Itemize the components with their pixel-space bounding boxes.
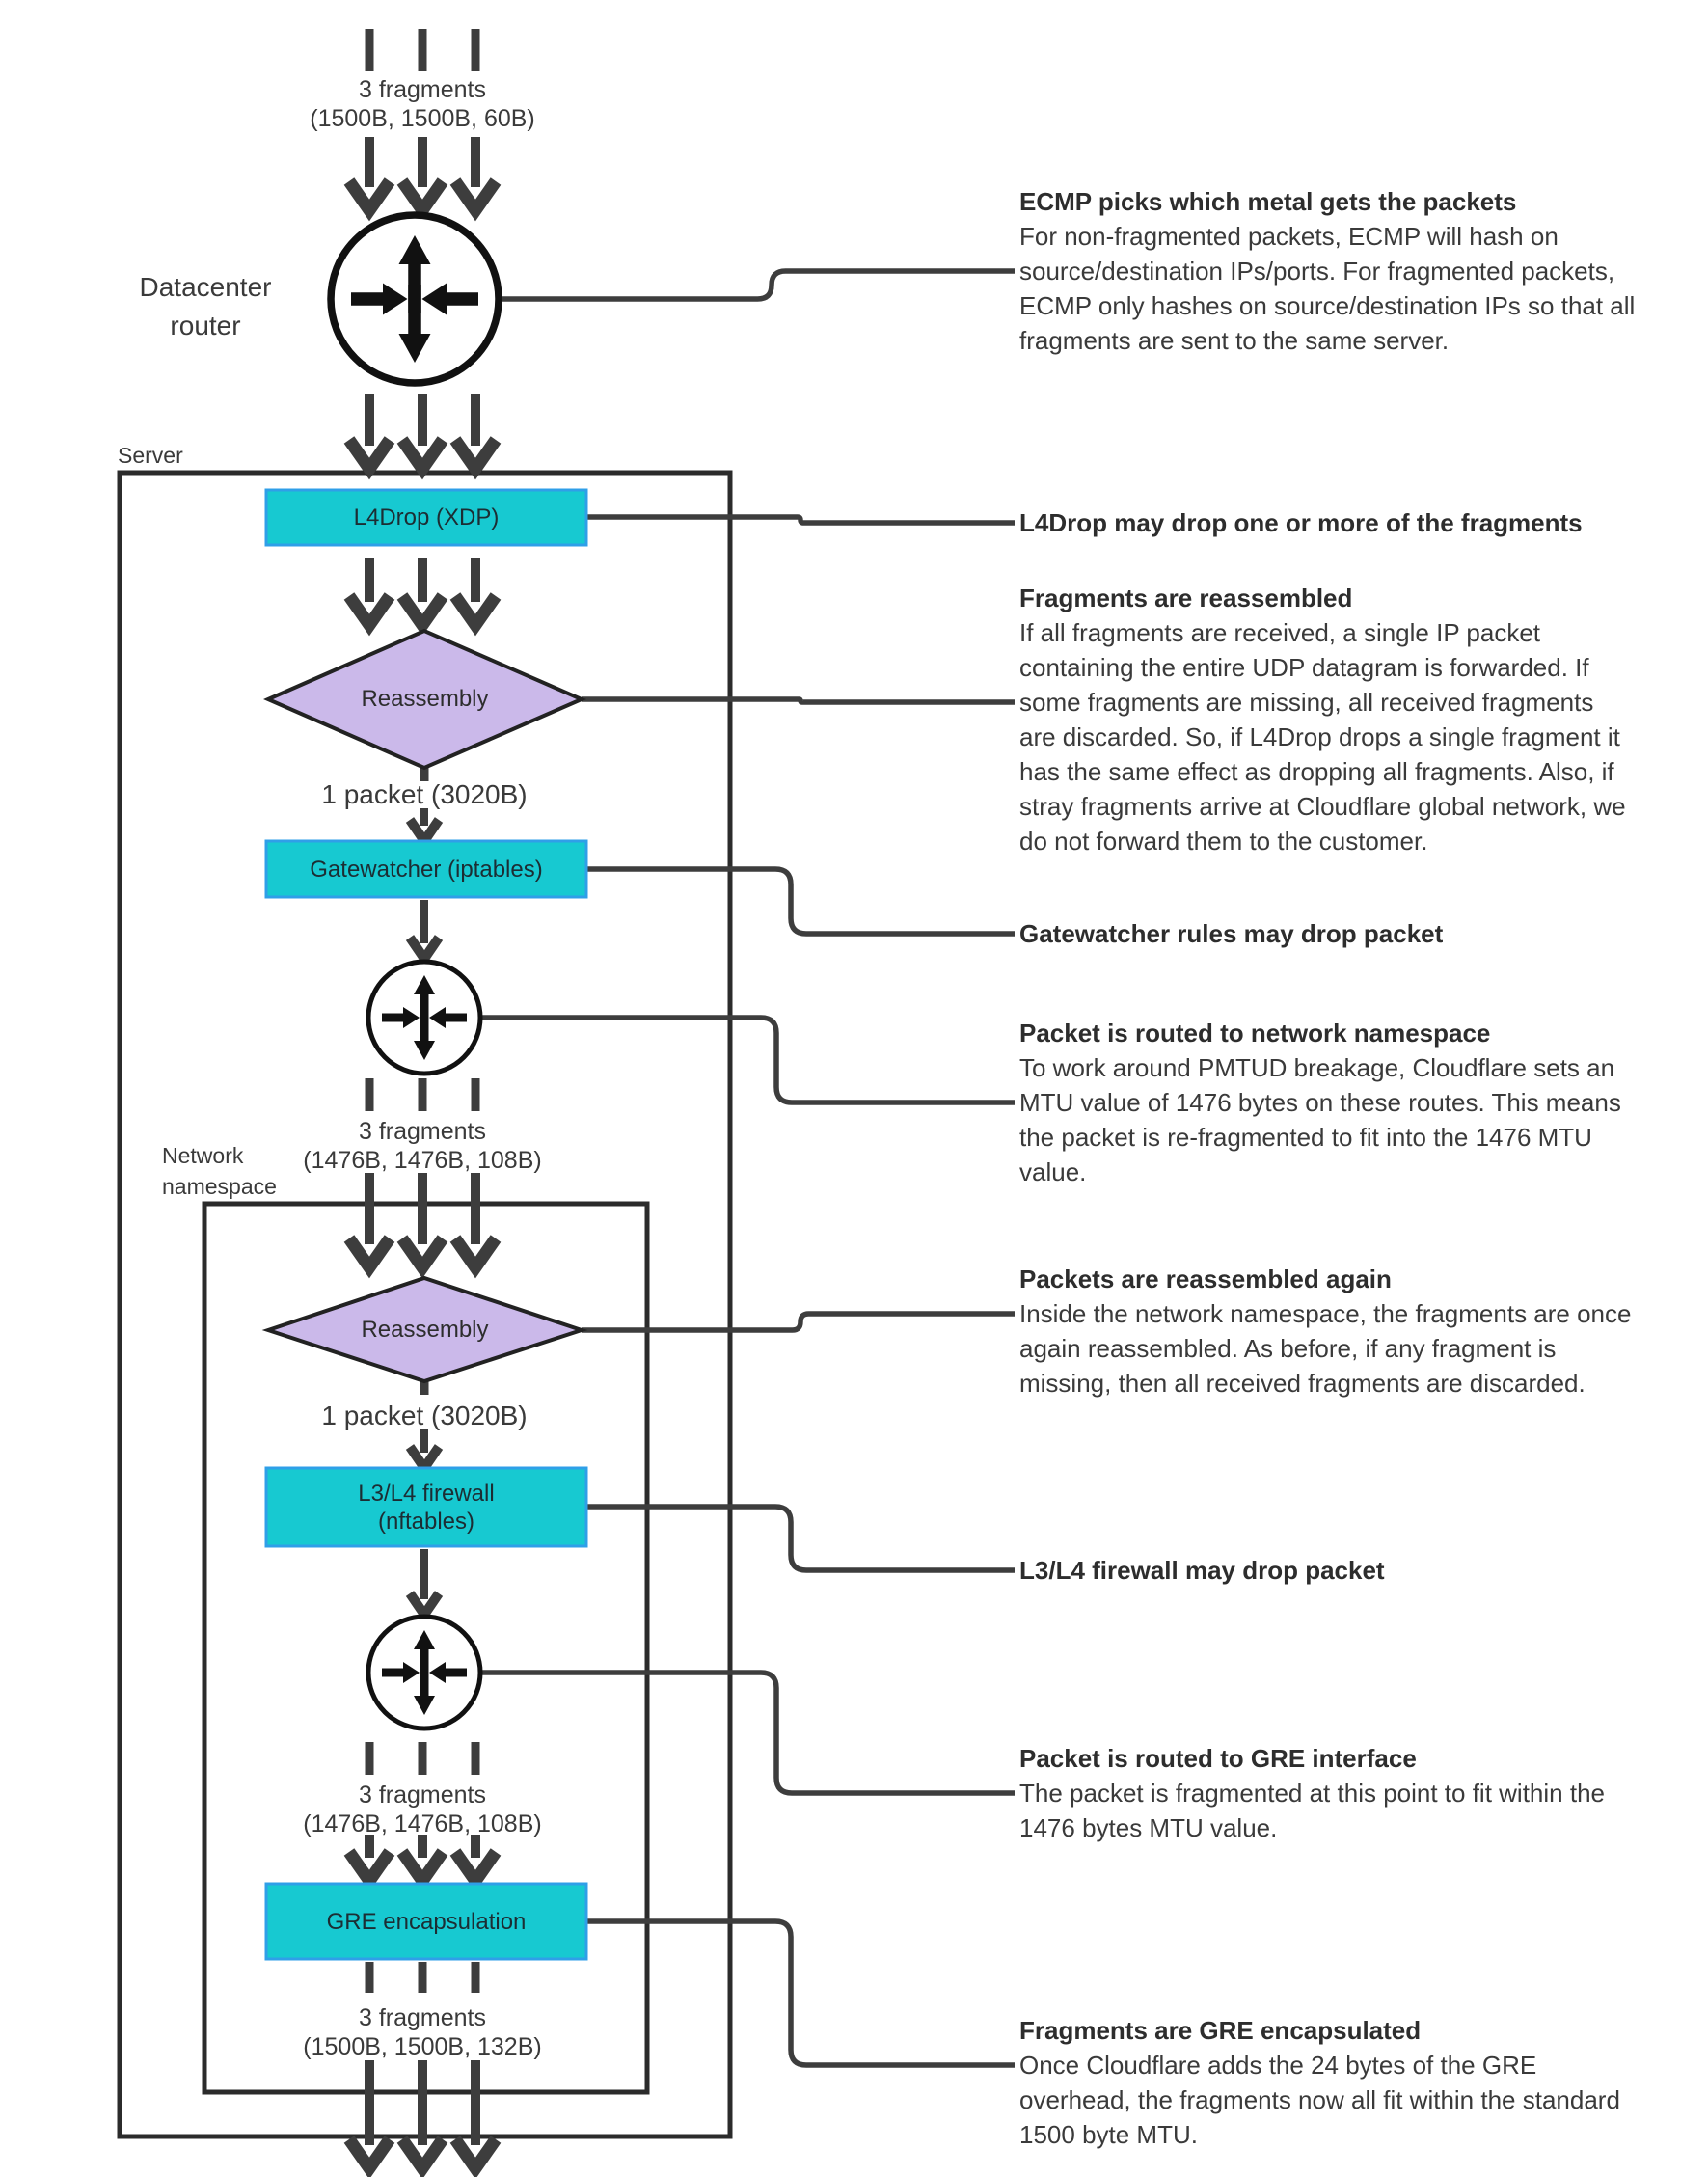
connector-l4drop [586,517,1015,523]
annotation-heading: L4Drop may drop one or more of the fragments [1019,508,1583,537]
annotation-heading: Packet is routed to GRE interface [1019,1744,1417,1773]
annotation-line: fragments are sent to the same server. [1019,326,1450,355]
annotation-line: MTU value of 1476 bytes on these routes. This means [1019,1088,1621,1117]
annotation-heading: Fragments are GRE encapsulated [1019,2016,1422,2045]
connector-gre [586,1921,1015,2065]
datacenter-router-label: Datacenter router [139,272,272,340]
arrows-l4drop-to-reassembly [349,558,496,625]
annotation-line: stray fragments arrive at Cloudflare global network, we [1019,792,1626,821]
arrows-into-namespace [349,1173,496,1267]
annotation-line: the packet is re-fragmented to fit into the 1476 MTU [1019,1123,1592,1152]
l4drop-label: L4Drop (XDP) [353,504,500,531]
annotation-heading: ECMP picks which metal gets the packets [1019,187,1517,216]
connector-route-gre [482,1673,1015,1793]
annotation-reassembled-again [1019,1262,1631,1401]
annotation-line: Once Cloudflare adds the 24 bytes of the GRE [1019,2051,1537,2080]
annotation-ecmp [1019,184,1635,358]
arrows-into-router [349,137,496,210]
annotation-route-gre [1019,1741,1605,1845]
connector-reassembly-1 [582,699,1015,702]
annotation-line: For non-fragmented packets, ECMP will hash on [1019,222,1559,251]
annotation-heading: L3/L4 firewall may drop packet [1019,1556,1385,1585]
annotation-line: are discarded. So, if L4Drop drops a single fragment it [1019,722,1620,751]
annotation-line: again reassembled. As before, if any fragment is [1019,1334,1557,1363]
router-icon [368,1617,480,1728]
annotation-line: source/destination IPs/ports. For fragmented packets, [1019,257,1615,286]
routed-fragments-label: 3 fragments [358,1118,487,1145]
reassembly-label-1: Reassembly [361,686,489,712]
connector-l3l4 [586,1507,1015,1570]
annotation-route-namespace [1019,1016,1621,1189]
reassembly-label-2: Reassembly [361,1316,489,1343]
arrow-packet-to-firewall [410,1429,439,1468]
annotation-line: overhead, the fragments now all fit within the standard [1019,2085,1620,2114]
annotation-line: missing, then all received fragments are discarded. [1019,1369,1586,1398]
gre-fragments-sizes: (1476B, 1476B, 108B) [303,1810,542,1837]
gre-fragments-label: 3 fragments [358,1782,487,1809]
server-label: Server [118,443,183,468]
annotation-line: has the same effect as dropping all fragments. Also, if [1019,757,1614,786]
arrows-out-of-server [349,2060,496,2168]
routed-fragments-sizes: (1476B, 1476B, 108B) [303,1147,542,1174]
datacenter-router-icon [331,215,499,383]
connector-route-namespace [482,1018,1015,1102]
annotation-line: ECMP only hashes on source/destination IPs so that all [1019,291,1636,320]
annotation-gre-encapsulated [1019,2013,1620,2152]
incoming-fragments-label: 3 fragments [358,76,487,103]
annotation-line: 1500 byte MTU. [1019,2120,1198,2149]
annotation-line: The packet is fragmented at this point to fit within the [1019,1779,1605,1808]
annotation-heading: Gatewatcher rules may drop packet [1019,919,1444,948]
annotation-heading: Fragments are reassembled [1019,584,1353,612]
annotation-l4drop [1019,505,1583,540]
router-icon [368,962,480,1074]
annotation-line: some fragments are missing, all received fragments [1019,688,1594,717]
fragment-dashes-after-router-2 [369,1078,475,1111]
network-namespace-label: Network namespace [162,1143,277,1199]
arrow-packet-to-gatewatcher [410,808,439,841]
l3l4-firewall-label [266,1468,586,1546]
arrows-into-gre [349,1835,496,1881]
l3l4-firewall-label-line1: L3/L4 firewall [358,1480,495,1507]
annotation-heading: Packets are reassembled again [1019,1265,1392,1293]
incoming-fragments-sizes: (1500B, 1500B, 60B) [310,105,535,132]
annotation-line: Inside the network namespace, the fragments are once [1019,1299,1632,1328]
l3l4-firewall-label-line2: (nftables) [377,1508,475,1535]
annotation-line: value. [1019,1157,1087,1186]
packet-label-2: 1 packet (3020B) [321,1401,528,1430]
annotation-line: To work around PMTUD breakage, Cloudflare sets an [1019,1053,1615,1082]
connector-gatewatcher [586,869,1015,934]
packet-label-1: 1 packet (3020B) [321,779,528,809]
annotation-line: containing the entire UDP datagram is forwarded. If [1019,653,1589,682]
fragment-dashes-after-router-3 [369,1742,475,1775]
outgoing-fragments-sizes: (1500B, 1500B, 132B) [303,2033,542,2060]
fragment-dashes-below-gre [369,1962,475,1993]
gatewatcher-label: Gatewatcher (iptables) [310,856,543,883]
annotation-line: 1476 bytes MTU value. [1019,1813,1278,1842]
incoming-packet-dashes [369,29,475,71]
arrow-gatewatcher-to-router [410,900,439,959]
arrow-firewall-to-router [410,1549,439,1615]
annotation-l3l4 [1019,1553,1385,1588]
annotation-line: If all fragments are received, a single IP packet [1019,618,1541,647]
annotation-reassembled [1019,581,1626,858]
connector-ecmp [499,271,1015,299]
gre-encapsulation-label: GRE encapsulation [326,1908,527,1935]
arrows-into-server [349,394,496,469]
annotation-heading: Packet is routed to network namespace [1019,1019,1491,1048]
annotation-gatewatcher [1019,916,1443,951]
outgoing-fragments-label: 3 fragments [358,2004,487,2031]
annotation-line: do not forward them to the customer. [1019,827,1428,856]
